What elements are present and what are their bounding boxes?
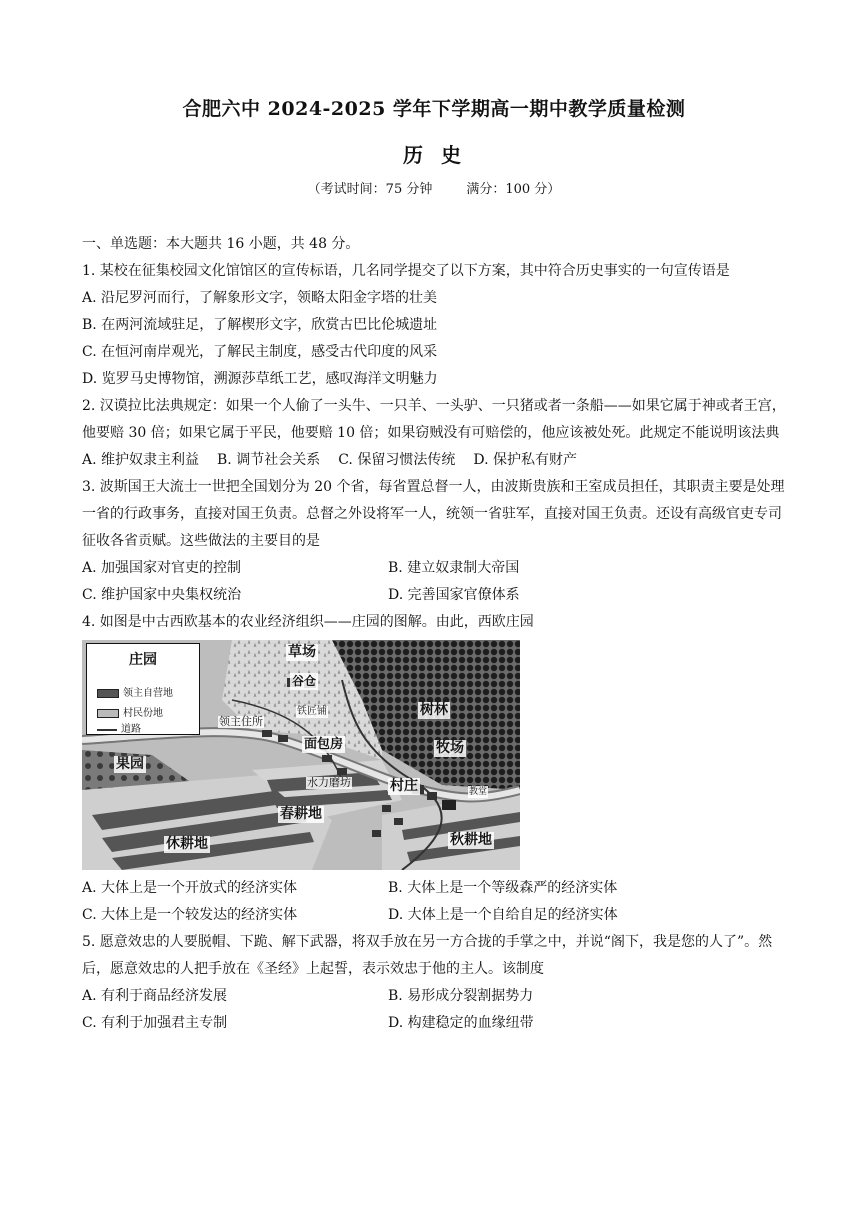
exam-meta: [0, 178, 868, 197]
legend-swatch-demesne: [97, 689, 119, 698]
q2-option-d: D. 保护私有财产: [473, 452, 577, 468]
q3-options-row-1: [82, 555, 786, 582]
label-meadow: 牧场: [436, 740, 464, 756]
q2-option-a: A. 维护奴隶主利益: [82, 452, 200, 468]
q1-option-c: C. 在恒河南岸观光，了解民主制度，感受古代印度的风采: [82, 344, 438, 360]
q5-option-a: A. 有利于商品经济发展: [82, 988, 228, 1004]
q1-option-d: D. 览罗马史博物馆，溯源莎草纸工艺，感叹海洋文明魅力: [82, 371, 438, 387]
legend-label-demesne: 领主自营地: [123, 688, 173, 699]
exam-body: [82, 231, 786, 1037]
q4-options-row-2: [82, 902, 786, 929]
label-granary: 谷仓: [292, 674, 317, 688]
map-legend: [86, 643, 200, 735]
label-pasture: 草场: [288, 644, 316, 660]
q2-options: [82, 447, 786, 474]
legend-title: 庄园: [129, 652, 157, 668]
manor-map-figure: [82, 640, 520, 870]
label-spring-field: 春耕地: [280, 806, 322, 822]
q5-option-c: C. 有利于加强君主专制: [82, 1015, 228, 1031]
subject-title: 历史: [403, 143, 479, 167]
q4-option-c: C. 大体上是一个较发达的经济实体: [82, 907, 298, 923]
label-fallow-field: 休耕地: [166, 836, 208, 852]
exam-title: 合肥六中 2024-2025 学年下学期高一期中教学质量检测: [182, 98, 686, 120]
question-4-stem: 4. 如图是中古西欧基本的农业经济组织——庄园的图解。由此，西欧庄园: [82, 614, 534, 630]
label-smithy: 铁匠铺: [297, 706, 327, 717]
label-orchard: 果园: [116, 756, 144, 772]
exam-time: （考试时间：75 分钟: [307, 182, 433, 197]
question-5-stem: 5. 愿意效忠的人要脱帽、下跪、解下武器，将双手放在另一方合拢的手掌之中，并说“阁下，我是您的人了”。然后，愿意效忠的人把手放在《圣经》上起誓，表示效忠于他的主人。该制度: [82, 934, 773, 977]
q2-option-c: C. 保留习惯法传统: [338, 452, 456, 468]
label-village: 村庄: [390, 778, 418, 794]
label-forest: 树林: [420, 702, 448, 718]
q1-option-b: B. 在两河流域驻足，了解楔形文字，欣赏古巴比伦城遗址: [82, 317, 438, 333]
q3-options-row-2: [82, 582, 786, 609]
q4-option-b: B. 大体上是一个等级森严的经济实体: [388, 880, 618, 896]
question-3-stem: 3. 波斯国王大流士一世把全国划分为 20 个省，每省置总督一人，由波斯贵族和王室成员担任，其职责主要是处理一省的行政事务，直接对国王负责。总督之外设将军一人，统领一省驻军，直接对国王负责。还设有高级官吏专司征收各省贡赋。这些做法的主要目的是: [82, 479, 785, 549]
question-2-stem: 2. 汉谟拉比法典规定：如果一个人偷了一头牛、一只羊、一头驴、一只猪或者一条船——如果它属于神或者王宫，他要赔 30 倍；如果它属于平民，他要赔 10 倍；如果窃贼没有可赔偿的，他应该被处死。此规定不能说明该法典: [82, 398, 786, 441]
q5-options-row-2: [82, 1010, 786, 1037]
legend-swatch-road: [97, 729, 117, 731]
q1-option-a: A. 沿尼罗河而行，了解象形文字，领略太阳金字塔的壮美: [82, 290, 438, 306]
label-bakery: 面包房: [304, 737, 344, 752]
q5-option-d: D. 构建稳定的血缘纽带: [388, 1015, 534, 1031]
q2-option-b: B. 调节社会关系: [217, 452, 321, 468]
legend-label-road: 道路: [121, 724, 141, 735]
full-score: 满分：100 分）: [466, 182, 561, 197]
legend-item-road: [97, 716, 141, 743]
q3-option-a: A. 加强国家对官吏的控制: [82, 560, 242, 576]
q5-options-row-1: [82, 983, 786, 1010]
q4-option-a: A. 大体上是一个开放式的经济实体: [82, 880, 298, 896]
q3-option-d: D. 完善国家官僚体系: [388, 587, 520, 603]
q4-option-d: D. 大体上是一个自给自足的经济实体: [388, 907, 618, 923]
legend-label-peasant: 村民份地: [123, 708, 163, 719]
label-lord-residence: 领主住所: [219, 715, 263, 728]
section-heading: 一、单选题：本大题共 16 小题，共 48 分。: [82, 236, 360, 252]
q5-option-b: B. 易形成分裂割据势力: [388, 988, 534, 1004]
q4-options-row-1: [82, 875, 786, 902]
q3-option-c: C. 维护国家中央集权统治: [82, 587, 242, 603]
label-autumn-field: 秋耕地: [450, 832, 492, 848]
label-church: 教堂: [469, 787, 488, 797]
question-1-stem: 1. 某校在征集校园文化馆馆区的宣传标语，几名同学提交了以下方案，其中符合历史事实的一句宣传语是: [82, 263, 730, 279]
q3-option-b: B. 建立奴隶制大帝国: [388, 560, 520, 576]
label-watermill: 水力磨坊: [307, 776, 351, 789]
